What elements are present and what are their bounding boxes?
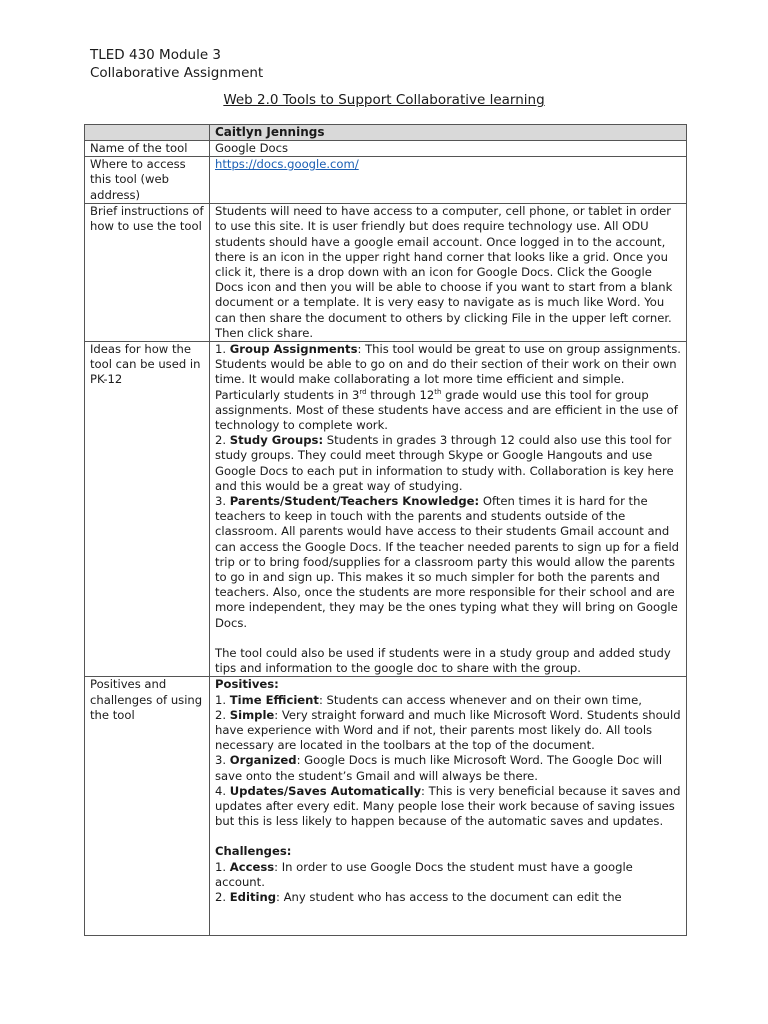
positive-item: 1. Time Efficient: Students can access whenever and on their own time,	[215, 692, 642, 707]
document-title: Web 2.0 Tools to Support Collaborative learning	[223, 92, 545, 108]
course-heading: TLED 430 Module 3	[90, 47, 222, 63]
idea-item: 3. Parents/Student/Teachers Knowledge: Often times it is hard for the teachers to keep in touch with the parents and students outside of the classroom. All parents would have access to their students Gmail account and can access the Google Docs. If the teacher needed parents to sign up for a field trip or to bring food/supplies for a classroom party this would allow the parents to go in and sign up. This makes it so much simpler for both the parents and teachers. Also, once the students are more responsible for their school and are more independent, they may be the ones typing what they will bring on Google Docs.	[215, 494, 680, 630]
table-row	[85, 677, 687, 936]
positive-item: 4. Updates/Saves Automatically: This is very beneficial because it saves and updates after every edit. Many people lose their work because of saving issues but this is less likely to happen because of the automatic saves and updates.	[215, 783, 681, 829]
table-row	[85, 204, 687, 342]
table-row	[85, 342, 687, 677]
positive-item: 2. Simple: Very straight forward and much like Microsoft Word. Students should have experience with Word and if not, their parents most likely do. All tools necessary are located in the toolbars at the top of the document.	[215, 707, 681, 753]
author-name: Caitlyn Jennings	[210, 125, 687, 141]
header-empty-cell	[85, 125, 210, 141]
table-row	[85, 141, 687, 157]
idea-item: 2. Study Groups: Students in grades 3 through 12 could also use this tool for study groups. They could meet through Skype or Google Hangouts and use Google Docs to each put in information to study with. Collaboration is key here and this would be a great way of studying.	[215, 433, 674, 493]
challenges-heading: Challenges:	[215, 844, 292, 859]
idea-title: Study Groups:	[229, 433, 324, 448]
tool-name-value: Google Docs	[210, 141, 687, 157]
row-label-web-address: Where to access this tool (web address)	[85, 157, 210, 204]
assignment-heading: Collaborative Assignment	[90, 65, 264, 81]
idea-title: Group Assignments	[229, 342, 358, 357]
web-address-link[interactable]: https://docs.google.com/	[215, 157, 359, 172]
idea-title: Parents/Student/Teachers Knowledge:	[229, 494, 480, 509]
instructions-value: Students will need to have access to a computer, cell phone, or tablet in order to use this site. It is user friendly but does require technology use. All ODU students should have a google email account. Once logged in to the account, there is an icon in the upper right hand corner that looks like a grid. Once you click it, there is a drop down with an icon for Google Docs. Click the Google Docs icon and then you will be able to choose if you want to start from a blank document or a template. It is very easy to navigate as is much like Word. You can then share the document to others by clicking File in the upper left corner. Then click share.	[210, 204, 687, 342]
row-label-ideas: Ideas for how the tool can be used in PK-12	[85, 342, 210, 677]
row-label-instructions: Brief instructions of how to use the tool	[85, 204, 210, 342]
positives-challenges-cell	[210, 677, 687, 936]
row-label-tool-name: Name of the tool	[85, 141, 210, 157]
ideas-closing: The tool could also be used if students were in a study group and added study tips and information to the google doc to share with the group.	[215, 645, 671, 676]
table-row	[85, 157, 687, 204]
positives-heading: Positives:	[215, 677, 279, 692]
row-label-positives-challenges: Positives and challenges of using the tool	[85, 677, 210, 936]
challenge-item: 2. Editing: Any student who has access to the document can edit the	[215, 889, 622, 904]
ideas-cell	[210, 342, 687, 677]
tool-table	[84, 124, 687, 936]
challenge-item: 1. Access: In order to use Google Docs the student must have a google account.	[215, 859, 633, 889]
idea-item: 1. Group Assignments: This tool would be great to use on group assignments. Students would be able to go on and do their section of their work on their own time. It would make collaborating a lot more time efficient and simple. Particularly students in 3rd through 12th grade would use this tool for group assignments. Most of these students have access and are efficient in the use of technology to complete work.	[215, 342, 681, 433]
positive-item: 3. Organized: Google Docs is much like Microsoft Word. The Google Doc will save onto the student’s Gmail and will always be there.	[215, 753, 663, 783]
table-header-row	[85, 125, 687, 141]
